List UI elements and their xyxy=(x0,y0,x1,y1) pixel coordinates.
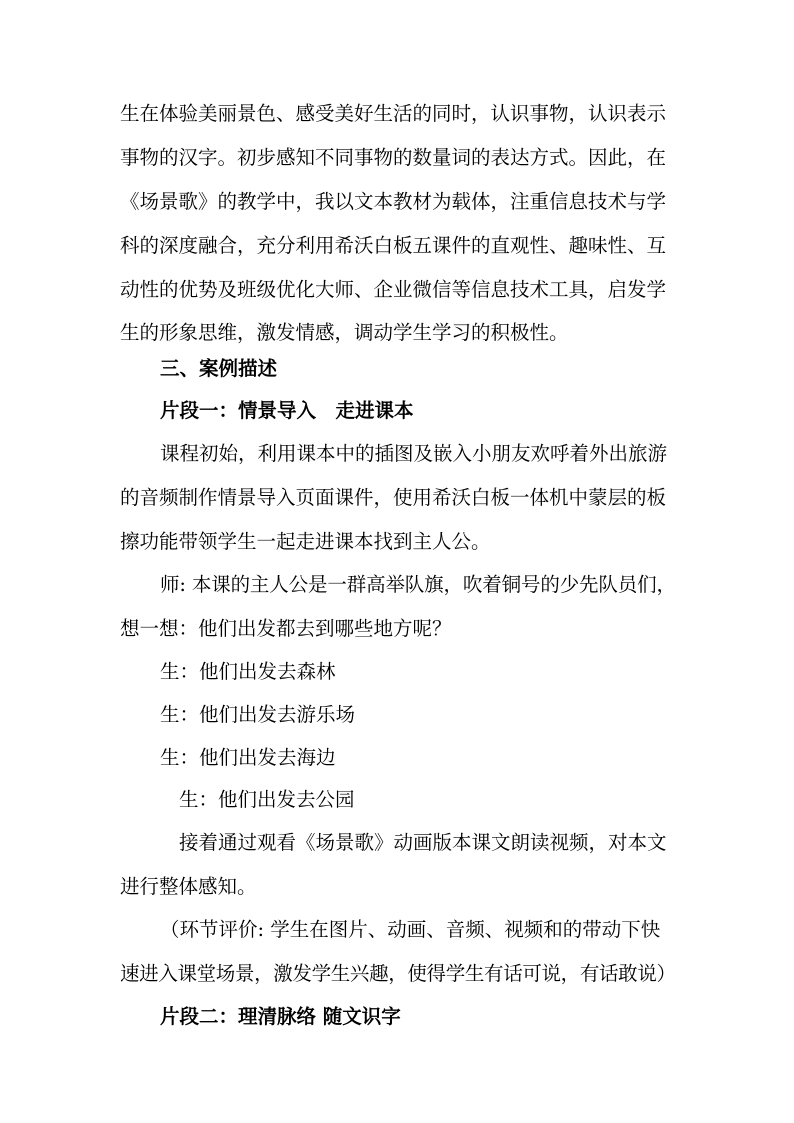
paragraph-line-9: 擦功能带领学生一起走进课本找到主人公。 xyxy=(120,530,491,553)
dialogue-line-teacher-cont: 想一想：他们出发都去到哪些地方呢？ xyxy=(120,617,452,640)
dialogue-line-student-2: 生：他们出发去游乐场 xyxy=(160,703,356,726)
evaluation-line-2: 速进入课堂场景，激发学生兴趣，使得学生有话可说，有话敢说） xyxy=(120,962,676,985)
paragraph-line-6: 生的形象思维，激发情感，调动学生学习的积极性。 xyxy=(120,321,569,344)
paragraph-line-8: 的音频制作情景导入页面课件，使用希沃白板一体机中蒙层的板 xyxy=(120,486,667,509)
paragraph-line-11: 进行整体感知。 xyxy=(120,875,257,898)
paragraph-line-3: 《场景歌》的教学中，我以文本教材为载体，注重信息技术与学 xyxy=(120,190,667,213)
section-heading: 三、案例描述 xyxy=(160,357,278,380)
paragraph-line-1: 生在体验美丽景色、感受美好生活的同时，认识事物，认识表示 xyxy=(120,102,667,125)
evaluation-line-1: （环节评价: 学生在图片、动画、音频、视频和的带动下快 xyxy=(160,918,661,941)
paragraph-line-5: 动性的优势及班级优化大师、企业微信等信息技术工具，启发学 xyxy=(120,278,667,301)
paragraph-line-10: 接着通过观看《场景歌》动画版本课文朗读视频，对本文 xyxy=(179,831,667,854)
dialogue-line-student-3: 生：他们出发去海边 xyxy=(160,746,336,769)
paragraph-line-7: 课程初始，利用课本中的插图及嵌入小朋友欢呼着外出旅游 xyxy=(160,442,668,465)
subsection-heading-2: 片段二：理清脉络 随文识字 xyxy=(160,1005,401,1028)
subsection-heading-1: 片段一：情景导入 走进课本 xyxy=(160,399,414,422)
paragraph-line-2: 事物的汉字。初步感知不同事物的数量词的表达方式。因此，在 xyxy=(120,146,667,169)
paragraph-line-4: 科的深度融合，充分利用希沃白板五课件的直观性、趣味性、互 xyxy=(120,234,667,257)
dialogue-line-teacher: 师: 本课的主人公是一群高举队旗，吹着铜号的少先队员们， xyxy=(160,573,676,596)
dialogue-line-student-4: 生：他们出发去公园 xyxy=(179,788,355,811)
dialogue-line-student-1: 生：他们出发去森林 xyxy=(160,660,336,683)
